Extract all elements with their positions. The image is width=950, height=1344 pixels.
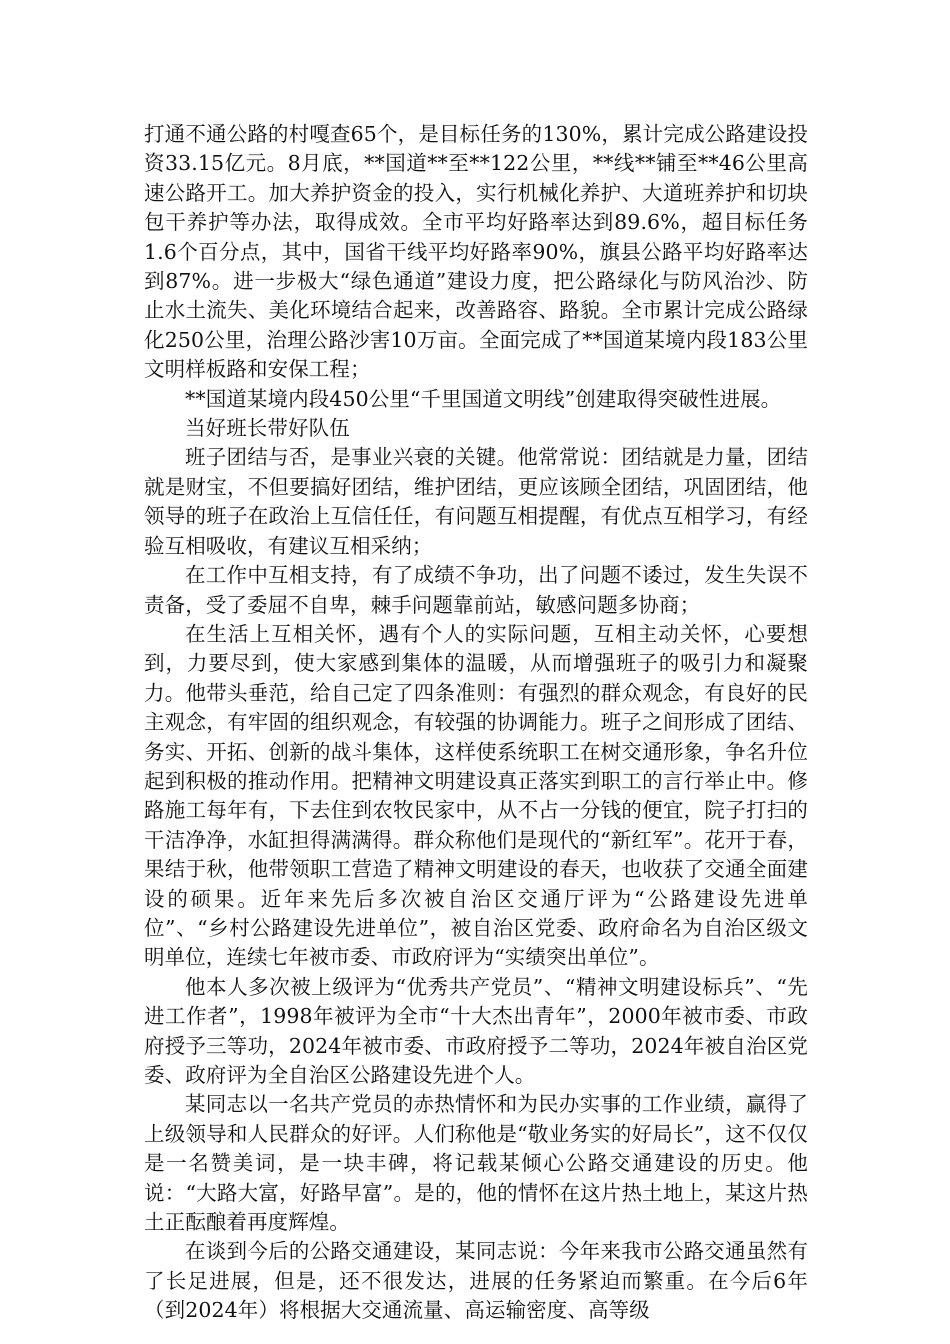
paragraph-6: 在生活上互相关怀，遇有个人的实际问题，互相主动关怀，心要想到，力要尽到，使大家感到集体的温暖，从而增强班子的吸引力和凝聚力。他带头垂范，给自己定了四条准则：有强烈的群众观念，有良好的民主观念，有牢固的组织观念，有较强的协调能力。班子之间形成了团结、务实、开拓、创新的战斗集体，这样使系统职工在树交通形象，争名升位起到积极的推动作用。把精神文明建设真正落实到职工的言行举止中。修路施工每年有，下去住到农牧民家中，从不占一分钱的便宜，院子打扫的干洁净净，水缸担得满满得。群众称他们是现代的“新红军”。花开于春，果结于秋，他带领职工营造了精神文明建设的春天，也收获了交通全面建设的硕果。近年来先后多次被自治区交通厅评为“公路建设先进单位”、“乡村公路建设先进单位”，被自治区党委、政府命名为自治区级文明单位，连续七年被市委、市政府评为“实绩突出单位”。: [144, 621, 808, 970]
paragraph-5: 在工作中互相支持，有了成绩不争功，出了问题不诿过，发生失误不责备，受了委屈不自卑，棘手问题靠前站，敏感问题多协商；: [144, 563, 808, 617]
paragraph-9: 在谈到今后的公路交通建设，某同志说：今年来我市公路交通虽然有了长足进展，但是，还不很发达，进展的任务紧迫而繁重。在今后6年（到2024年）将根据大交通流量、高运输密度、高等级: [144, 1239, 808, 1323]
paragraph-7: 他本人多次被上级评为“优秀共产党员”、“精神文明建设标兵”、“先进工作者”，1998年被评为全市“十大杰出青年”，2000年被市委、市政府授予三等功，2024年被市委、市政府授予二等功，2024年被自治区党委、政府评为全自治区公路建设先进个人。: [144, 974, 808, 1087]
section-heading: 当好班长带好队伍: [185, 416, 350, 441]
document-body: [144, 120, 808, 1326]
paragraph-8: 某同志以一名共产党员的赤热情怀和为民办实事的工作业绩，赢得了上级领导和人民群众的好评。人们称他是“敬业务实的好局长”，这不仅仅是一名赞美词，是一块丰碑，将记载某倾心公路交通建设的历史。他说：“大路大富，好路早富”。是的，他的情怀在这片热土地上，某这片热土正酝酿着再度辉煌。: [144, 1092, 808, 1235]
paragraph-4: 班子团结与否，是事业兴衰的关键。他常常说：团结就是力量，团结就是财宝，不但要搞好团结，维护团结，更应该顾全团结，巩固团结，他领导的班子在政治上互信任任，有问题互相提醒，有优点互相学习，有经验互相吸收，有建议互相采纳；: [144, 445, 808, 558]
paragraph-1: 打通不通公路的村嘎查65个，是目标任务的130%，累计完成公路建设投资33.15亿元。8月底，**国道**至**122公里，**线**铺至**46公里高速公路开工。加大养护资金的投入，实行机械化养护、大道班养护和切块包干养护等办法，取得成效。全市平均好路率达到89.6%，超目标任务1.6个百分点，其中，国省干线平均好路率90%，旗县公路平均好路率达到87%。进一步极大“绿色通道”建设力度，把公路绿化与防风治沙、防止水土流失、美化环境结合起来，改善路容、路貌。全市累计完成公路绿化250公里，治理公路沙害10万亩。全面完成了**国道某境内段183公里文明样板路和安保工程；: [144, 122, 808, 382]
paragraph-2: **国道某境内段450公里“千里国道文明线”创建取得突破性进展。: [185, 386, 782, 411]
